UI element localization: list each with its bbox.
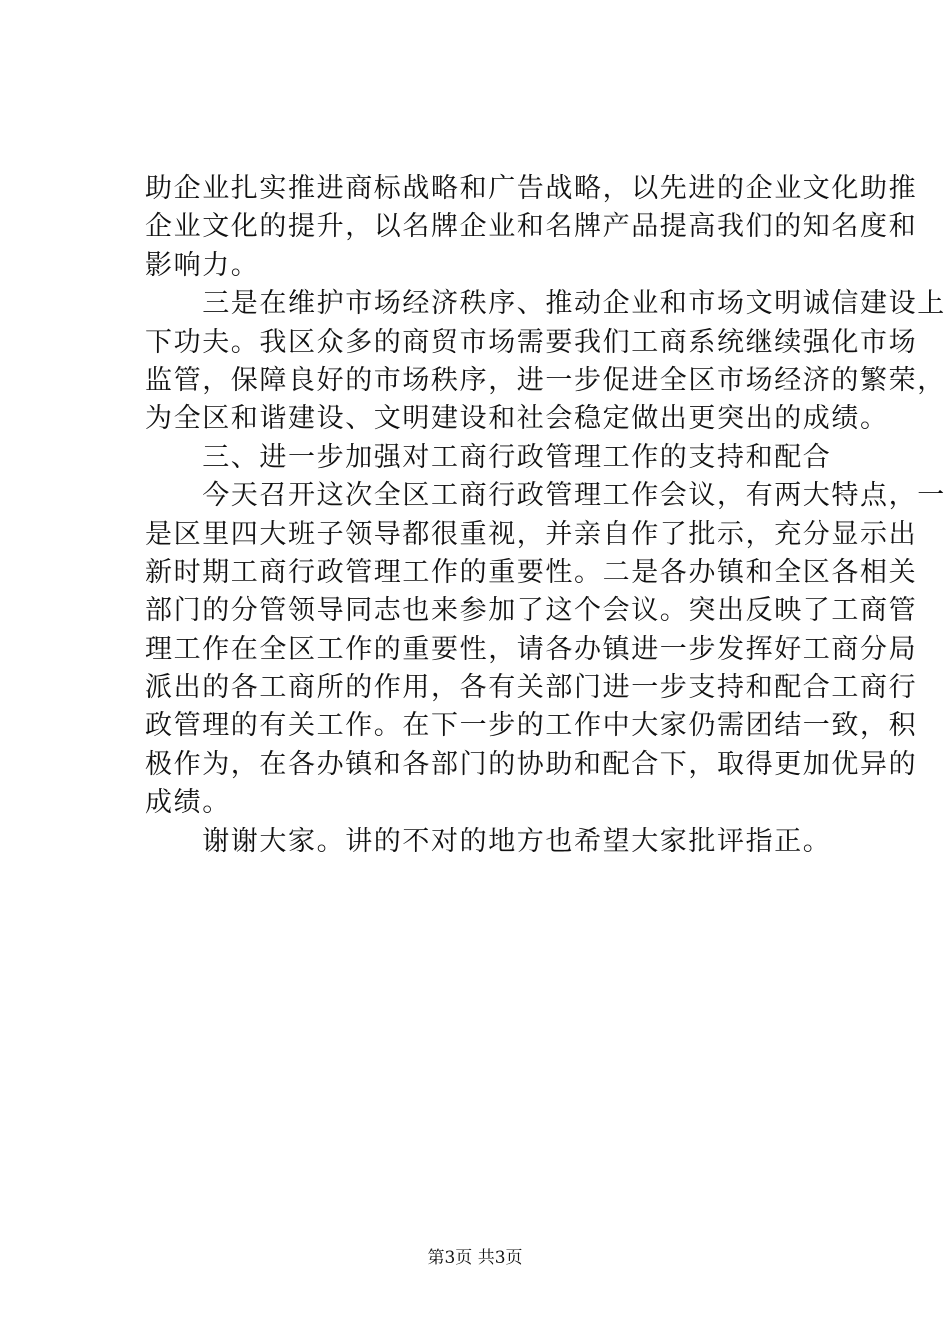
text-line: 极作为，在各办镇和各部门的协助和配合下，取得更加优异的 <box>145 748 918 780</box>
text-line: 监管，保障良好的市场秩序，进一步促进全区市场经济的繁荣， <box>145 364 946 396</box>
text-line: 今天召开这次全区工商行政管理工作会议，有两大特点，一 <box>145 480 946 512</box>
text-line: 影响力。 <box>145 249 260 281</box>
text-line: 新时期工商行政管理工作的重要性。二是各办镇和全区各相关 <box>145 556 918 588</box>
page-number: 第3页 共3页 <box>427 1248 523 1268</box>
text-line: 为全区和谐建设、文明建设和社会稳定做出更突出的成绩。 <box>145 403 889 435</box>
text-line: 派出的各工商所的作用，各有关部门进一步支持和配合工商行 <box>145 672 918 704</box>
text-line: 理工作在全区工作的重要性，请各办镇进一步发挥好工商分局 <box>145 633 918 665</box>
section-heading: 三、进一步加强对工商行政管理工作的支持和配合 <box>145 441 832 473</box>
text-line: 是区里四大班子领导都很重视，并亲自作了批示，充分显示出 <box>145 518 918 550</box>
text-line: 下功夫。我区众多的商贸市场需要我们工商系统继续强化市场 <box>145 326 918 358</box>
document-body <box>145 170 946 861</box>
text-line: 政管理的有关工作。在下一步的工作中大家仍需团结一致，积 <box>145 710 918 742</box>
text-line: 三是在维护市场经济秩序、推动企业和市场文明诚信建设上 <box>145 288 946 320</box>
page-footer <box>0 1243 950 1268</box>
text-line: 企业文化的提升，以名牌企业和名牌产品提高我们的知名度和 <box>145 211 918 243</box>
text-line: 谢谢大家。讲的不对的地方也希望大家批评指正。 <box>145 825 832 857</box>
text-line: 成绩。 <box>145 787 231 819</box>
text-line: 部门的分管领导同志也来参加了这个会议。突出反映了工商管 <box>145 595 918 627</box>
text-line: 助企业扎实推进商标战略和广告战略，以先进的企业文化助推 <box>145 173 918 204</box>
